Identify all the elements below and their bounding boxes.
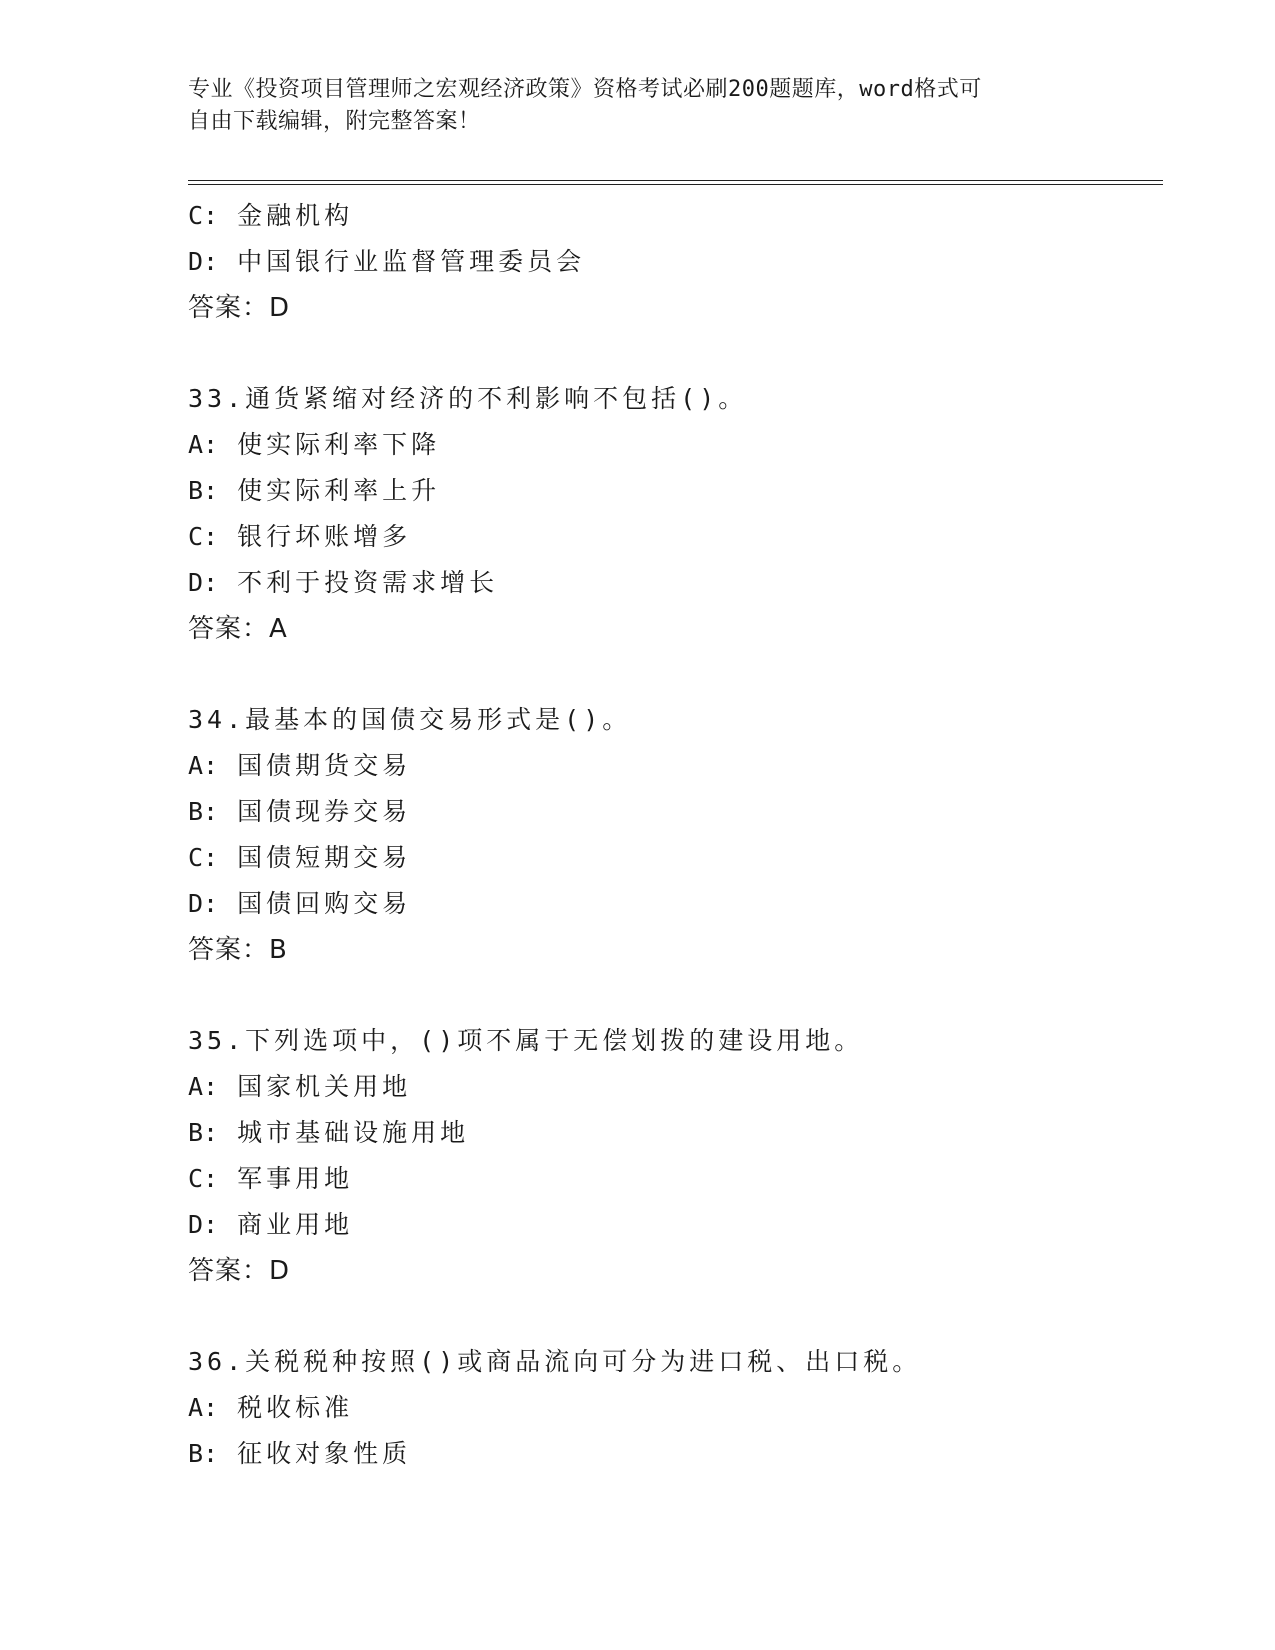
answer: 答案：D bbox=[188, 1256, 291, 1286]
answer: 答案：D bbox=[188, 293, 291, 323]
question-35 bbox=[188, 1018, 1163, 1294]
option-b: B: 征收对象性质 bbox=[188, 1439, 412, 1468]
header-divider bbox=[188, 180, 1163, 185]
option-d: D: 商业用地 bbox=[188, 1210, 354, 1239]
option-b: B: 国债现券交易 bbox=[188, 797, 412, 826]
option-a: A: 国家机关用地 bbox=[188, 1072, 412, 1101]
option-c: C: 国债短期交易 bbox=[188, 843, 412, 872]
answer: 答案：B bbox=[188, 935, 288, 965]
question-stem: 34.最基本的国债交易形式是()。 bbox=[188, 705, 632, 734]
option-c: C: 金融机构 bbox=[188, 201, 354, 230]
option-b: B: 使实际利率上升 bbox=[188, 476, 441, 505]
answer: 答案：A bbox=[188, 614, 288, 644]
option-a: A: 税收标准 bbox=[188, 1393, 354, 1422]
question-stem: 35.下列选项中，()项不属于无偿划拨的建设用地。 bbox=[188, 1026, 864, 1055]
question-36 bbox=[188, 1339, 1163, 1477]
option-a: A: 使实际利率下降 bbox=[188, 430, 441, 459]
option-c: C: 银行坏账增多 bbox=[188, 522, 412, 551]
option-b: B: 城市基础设施用地 bbox=[188, 1118, 470, 1147]
header-line-2: 自由下载编辑，附完整答案！ bbox=[188, 109, 481, 134]
option-a: A: 国债期货交易 bbox=[188, 751, 412, 780]
question-32-continued bbox=[188, 193, 1163, 331]
option-c: C: 军事用地 bbox=[188, 1164, 354, 1193]
question-34 bbox=[188, 697, 1163, 973]
header-line-1: 专业《投资项目管理师之宏观经济政策》资格考试必刷200题题库，word格式可 bbox=[188, 77, 982, 102]
option-d: D: 国债回购交易 bbox=[188, 889, 412, 918]
question-33 bbox=[188, 376, 1163, 652]
option-d: D: 中国银行业监督管理委员会 bbox=[188, 247, 586, 276]
question-stem: 33.通货紧缩对经济的不利影响不包括()。 bbox=[188, 384, 748, 413]
document-header bbox=[188, 74, 1088, 138]
question-stem: 36.关税税种按照()或商品流向可分为进口税、出口税。 bbox=[188, 1347, 922, 1376]
question-list bbox=[188, 193, 1163, 1477]
option-d: D: 不利于投资需求增长 bbox=[188, 568, 499, 597]
